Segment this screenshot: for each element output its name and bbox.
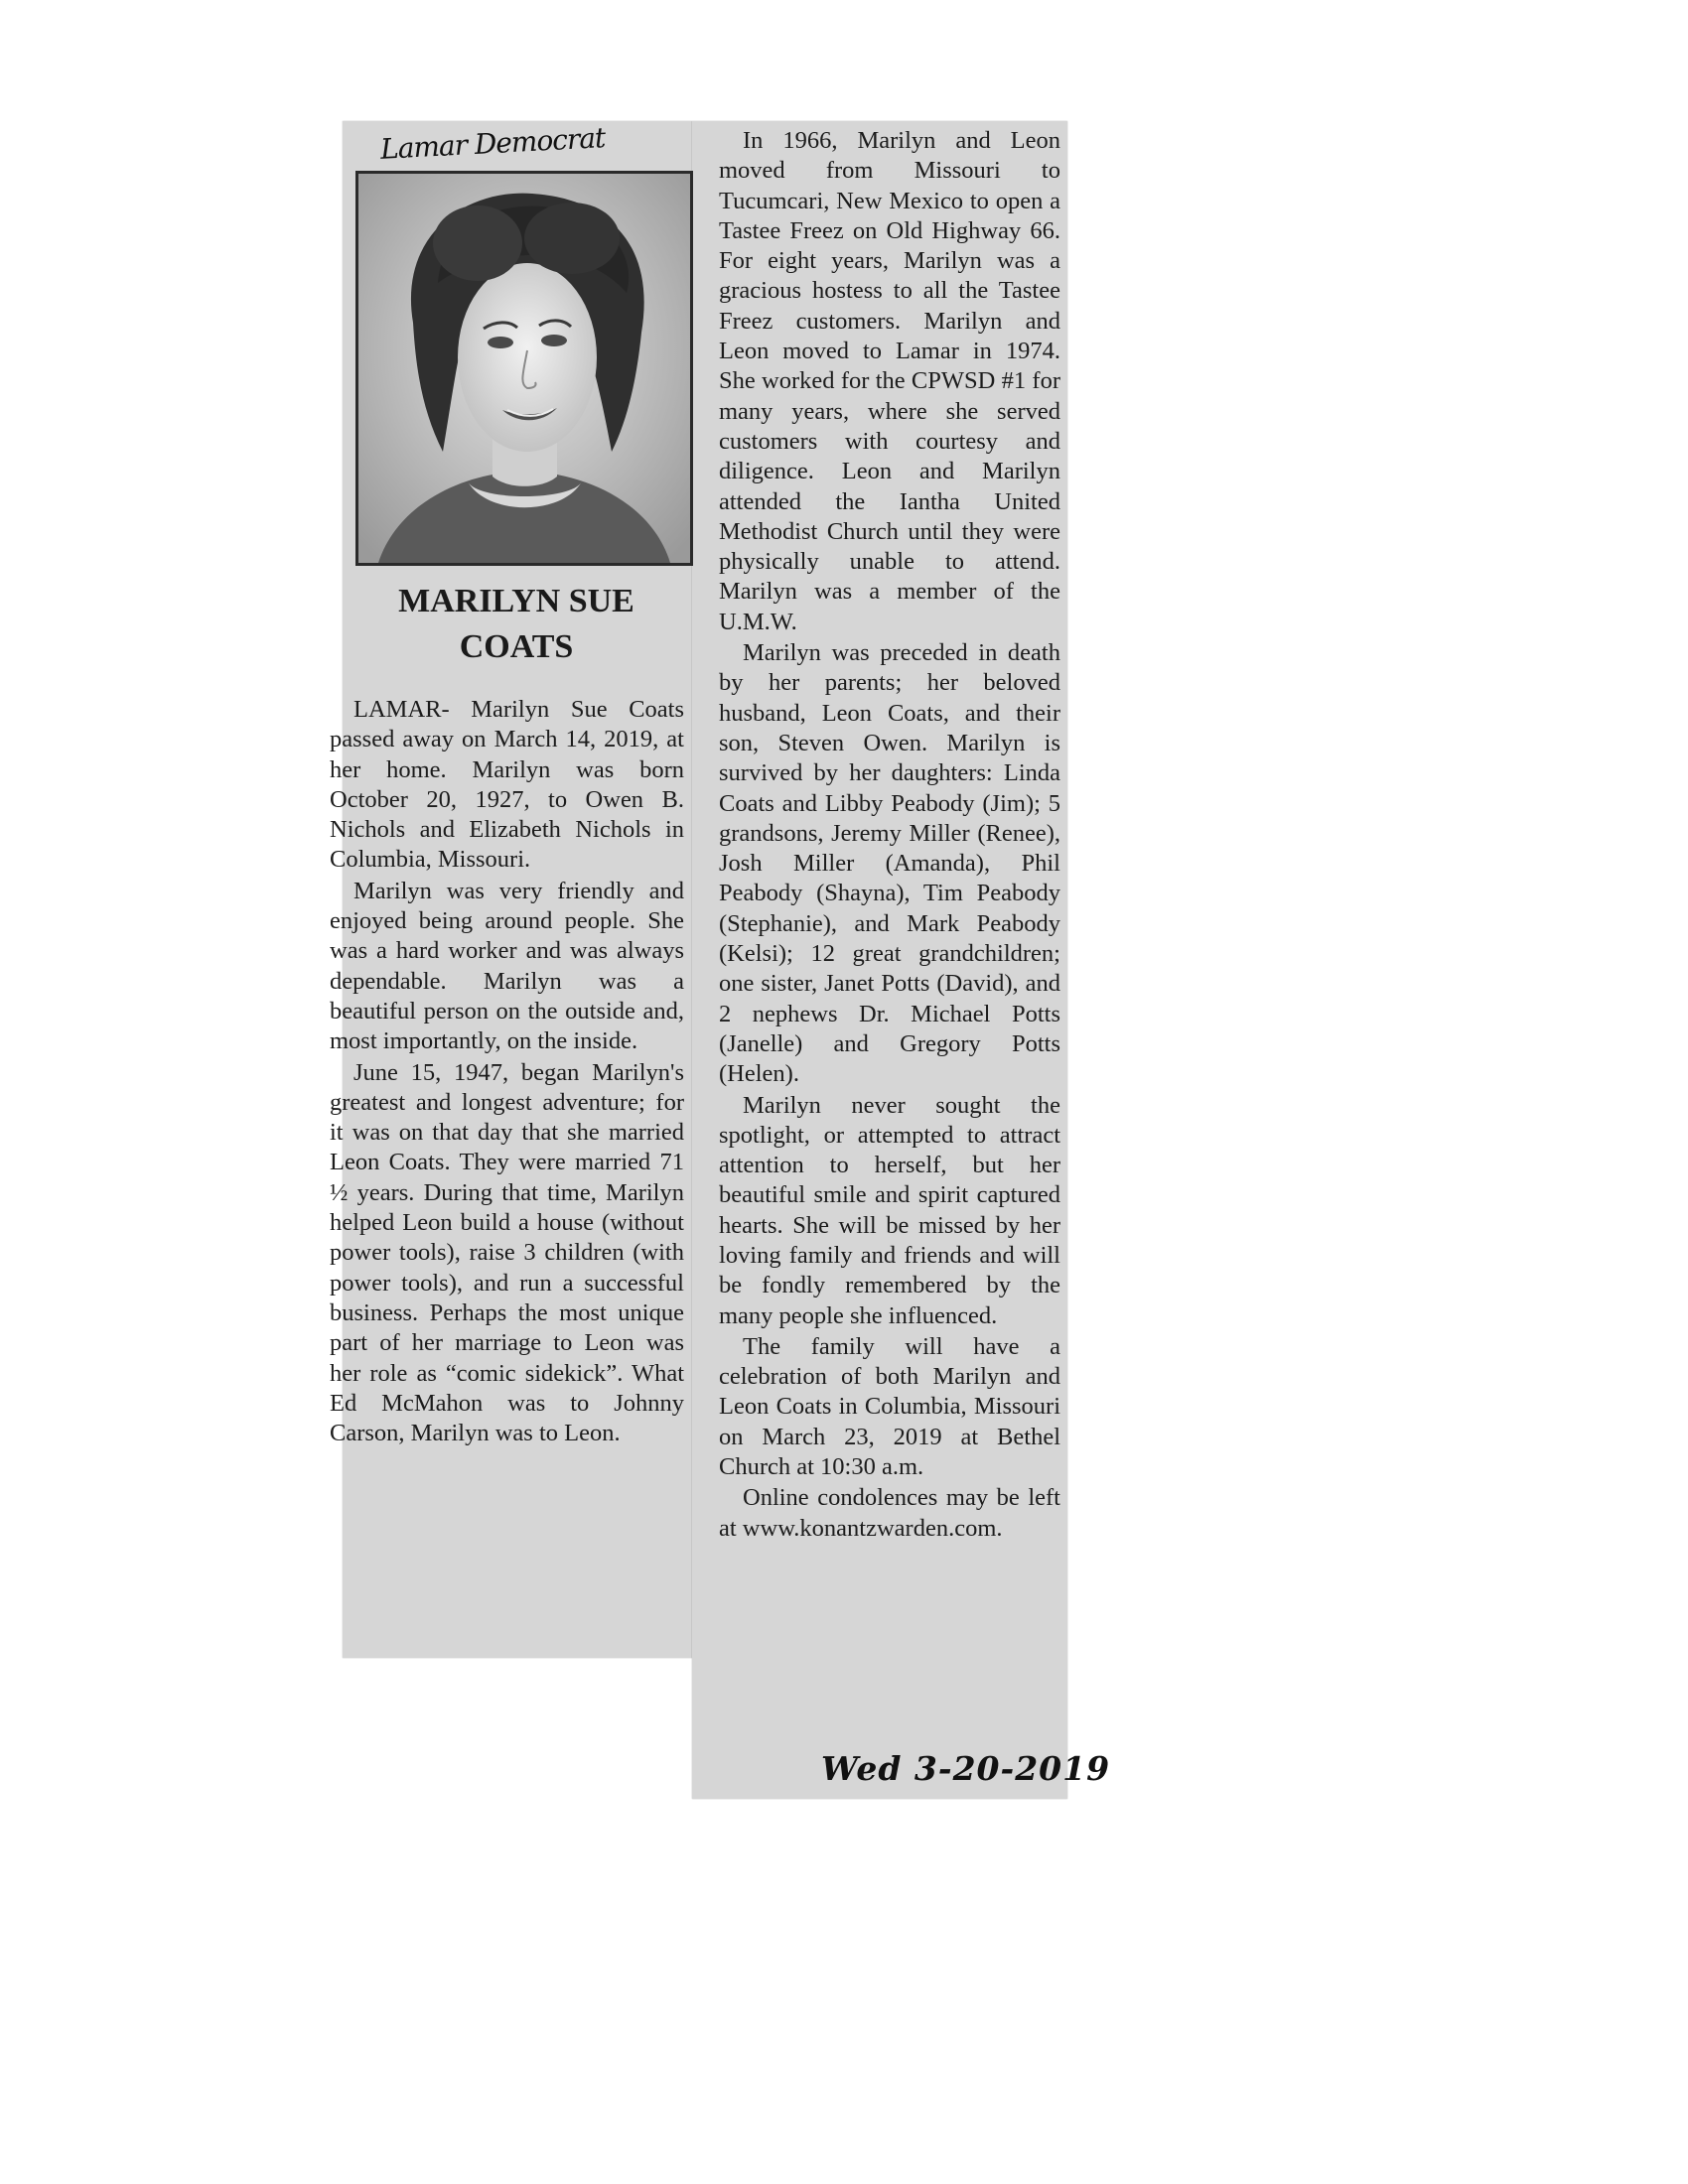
portrait-illustration — [358, 174, 690, 563]
paragraph-character: Marilyn was very friendly and enjoyed being around people. She was a hard worker and was always dependable. Marilyn was a beautiful person on the outside and, most importantly, on the inside. — [330, 877, 684, 1055]
headline-line-2: COATS — [459, 628, 574, 665]
handwritten-date-note: Wed 3-20-2019 — [821, 1749, 1111, 1788]
obituary-left-column — [330, 695, 684, 1449]
paragraph-remembrance: Marilyn never sought the spotlight, or attempted to attract attention to herself, but her beautiful smile and spirit captured hearts. She will be missed by her loving family and friends and will be fondly remembered by the many people she influenced. — [719, 1091, 1060, 1329]
obituary-headline — [348, 579, 685, 670]
headline-line-1: MARILYN SUE — [398, 583, 634, 619]
portrait-photo — [355, 171, 693, 566]
paragraph-family: Marilyn was preceded in death by her parents; her beloved husband, Leon Coats, and their son, Steven Owen. Marilyn is survived by her daughters: Linda Coats and Libby Peabody (Jim); 5 grandsons, Jeremy Miller (Renee), Josh Miller (Amanda), Phil Peabody (Shayna), Tim Peabody (Stephanie), and Mark Peabody (Kelsi); 12 great grandchildren; one sister, Janet Potts (David), and 2 nephews Dr. Michael Potts (Janelle) and Gregory Potts (Helen). — [719, 639, 1060, 1088]
paragraph-announcement: LAMAR- Marilyn Sue Coats passed away on March 14, 2019, at her home. Marilyn was born October 20, 1927, to Owen B. Nichols and Elizabeth Nichols in Columbia, Missouri. — [330, 696, 684, 874]
obituary-right-column — [719, 126, 1060, 1545]
handwritten-source-note: Lamar Democrat — [379, 121, 606, 166]
paragraph-celebration: The family will have a celebration of both Marilyn and Leon Coats in Columbia, Missouri on March 23, 2019 at Bethel Church at 10:30 a.m. — [719, 1332, 1060, 1481]
paragraph-condolences: Online condolences may be left at www.konantzwarden.com. — [719, 1484, 1060, 1542]
paragraph-marriage: June 15, 1947, began Marilyn's greatest and longest adventure; for it was on that day that she married Leon Coats. They were married 71 ½ years. During that time, Marilyn helped Leon build a house (without power tools), raise 3 children (with power tools), and run a successful business. Perhaps the most unique part of her marriage to Leon was her role as “comic sidekick”. What Ed McMahon was to Johnny Carson, Marilyn was to Leon. — [330, 1058, 684, 1447]
paragraph-career: In 1966, Marilyn and Leon moved from Missouri to Tucumcari, New Mexico to open a Tastee Freez on Old Highway 66. For eight years, Marilyn was a gracious hostess to all the Tastee Freez customers. Marilyn and Leon moved to Lamar in 1974. She worked for the CPWSD #1 for many years, where she served customers with courtesy and diligence. Leon and Marilyn attended the Iantha United Methodist Church until they were physically unable to attend. Marilyn was a member of the U.M.W. — [719, 127, 1060, 635]
